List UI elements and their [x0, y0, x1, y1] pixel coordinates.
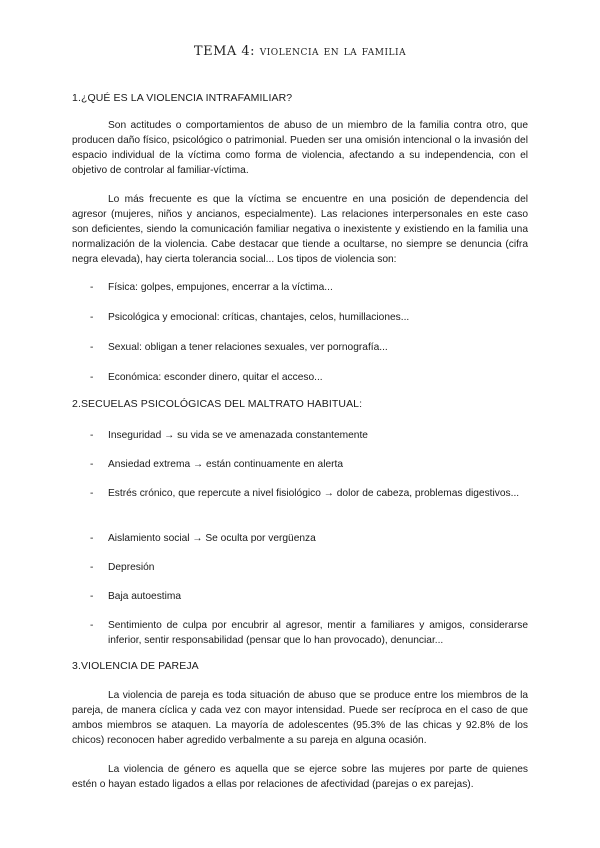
bullet-dash: -	[90, 562, 94, 573]
list-item-text: Física: golpes, empujones, encerrar a la víctima...	[108, 282, 333, 293]
bullet-dash: -	[90, 372, 94, 383]
list-item-text: Ansiedad extrema → están continuamente en alerta	[108, 459, 344, 470]
bullet-dash: -	[90, 533, 94, 544]
page-title: TEMA 4: violencia en la familia	[193, 44, 407, 59]
section-1-paragraph-1: Son actitudes o comportamientos de abuso de un miembro de la familia contra otro, que producen daño físico, psicológico o patrimonial. Pueden ser una omisión intencional o la invasión del espacio individual de la víctima como forma de violencia, afectando a su independencia, con el objetivo de controlar al familiar-víctima.	[72, 120, 528, 176]
list-item-text: Baja autoestima	[108, 591, 182, 602]
bullet-dash: -	[90, 459, 94, 470]
section-1-heading: 1.¿QUÉ ES LA VIOLENCIA INTRAFAMILIAR?	[72, 92, 293, 104]
list-item-text: Sexual: obligan a tener relaciones sexuales, ver pornografía...	[108, 342, 388, 353]
list-item-text: Aislamiento social → Se oculta por vergüenza	[108, 533, 316, 544]
list-item-text: Psicológica y emocional: críticas, chantajes, celos, humillaciones...	[108, 312, 410, 323]
bullet-dash: -	[90, 282, 94, 293]
bullet-dash: -	[90, 620, 94, 631]
section-3-paragraph-1: La violencia de pareja es toda situación de abuso que se produce entre los miembros de la pareja, de manera cíclica y cada vez con mayor intensidad. Puede ser recíproca en el caso de que ambos miembros se ataquen. La mayoría de adolescentes (95.3% de las chicas y 92.8% de los chicos) reconocen haber agredido verbalmente a su pareja en alguna ocasión.	[72, 690, 528, 746]
bullet-dash: -	[90, 430, 94, 441]
list-item-text: Depresión	[108, 562, 155, 573]
section-1-paragraph-2: Lo más frecuente es que la víctima se encuentre en una posición de dependencia del agresor (mujeres, niños y ancianos, especialmente). Las relaciones interpersonales en este caso son deficientes, siendo la comunicación familiar negativa o inexistente y existiendo en la familia una normalización de la violencia. Cabe destacar que tiende a ocultarse, no siempre se denuncia (cifra negra elevada), hay cierta tolerancia social... Los tipos de violencia son:	[72, 194, 528, 265]
list-item-text: Inseguridad → su vida se ve amenazada constantemente	[108, 430, 368, 441]
bullet-dash: -	[90, 342, 94, 353]
section-3-paragraph-2: La violencia de género es aquella que se ejerce sobre las mujeres por parte de quienes estén o hayan estado ligados a ellas por relaciones de afectividad (parejas o ex parejas).	[72, 764, 528, 790]
bullet-dash: -	[90, 591, 94, 602]
bullet-dash: -	[90, 312, 94, 323]
section-3-heading: 3.VIOLENCIA DE PAREJA	[72, 660, 199, 672]
section-2-heading: 2.SECUELAS PSICOLÓGICAS DEL MALTRATO HABITUAL:	[72, 398, 363, 410]
list-item-text: Sentimiento de culpa por encubrir al agresor, mentir a familiares y amigos, considerarse inferior, sentir responsabilidad (pensar que lo han provocado), denunciar...	[108, 620, 528, 646]
list-item-text: Económica: esconder dinero, quitar el acceso...	[108, 372, 323, 383]
bullet-dash: -	[90, 488, 94, 499]
list-item-text: Estrés crónico, que repercute a nivel fisiológico → dolor de cabeza, problemas digestivos...	[108, 488, 520, 499]
